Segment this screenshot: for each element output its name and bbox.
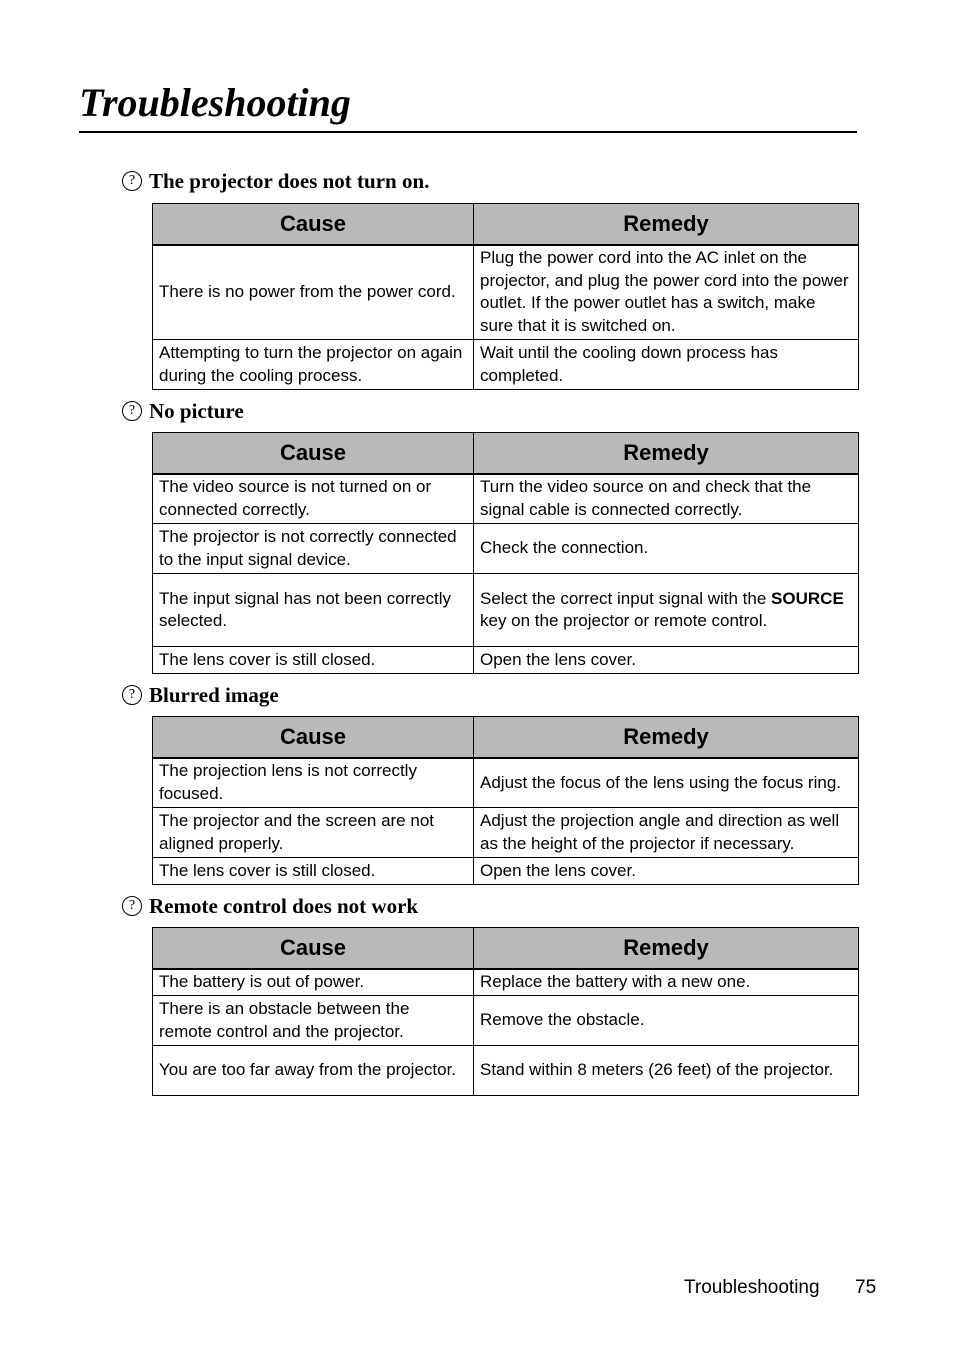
section-heading-no-picture — [122, 398, 244, 424]
title-rule — [79, 131, 857, 133]
cause-cell: The projector is not correctly connected to the input signal device. — [153, 524, 474, 574]
troubleshooting-table-remote-control — [152, 927, 859, 1096]
remedy-cell: Wait until the cooling down process has completed. — [474, 340, 859, 390]
table-header-row — [153, 717, 859, 758]
question-icon: ? — [122, 685, 142, 705]
remedy-header: Remedy — [474, 433, 859, 474]
remedy-cell — [474, 574, 859, 647]
footer-section-label: Troubleshooting — [684, 1277, 820, 1298]
cause-cell: There is an obstacle between the remote control and the projector. — [153, 996, 474, 1046]
table-row — [153, 647, 859, 674]
cause-header: Cause — [153, 204, 474, 245]
table-row — [153, 245, 859, 340]
remedy-text: Select the correct input signal with the — [480, 588, 772, 608]
table-row — [153, 574, 859, 647]
section-heading-text: The projector does not turn on. — [149, 169, 430, 193]
remedy-cell: Plug the power cord into the AC inlet on the projector, and plug the power cord into the power outlet. If the power outlet has a switch, make sure that it is switched on. — [474, 245, 859, 340]
cause-cell: The video source is not turned on or connected correctly. — [153, 474, 474, 524]
table-row — [153, 969, 859, 996]
section-heading-text: Remote control does not work — [149, 894, 419, 918]
section-heading-text: Blurred image — [149, 683, 279, 707]
remedy-cell: Turn the video source on and check that the signal cable is connected correctly. — [474, 474, 859, 524]
troubleshooting-table-no-picture — [152, 432, 859, 674]
remedy-cell: Adjust the projection angle and direction as well as the height of the projector if necessary. — [474, 808, 859, 858]
cause-cell: The lens cover is still closed. — [153, 647, 474, 674]
troubleshooting-table-blurred-image — [152, 716, 859, 885]
table-row — [153, 808, 859, 858]
section-heading-remote-control — [122, 893, 418, 919]
cause-cell: The projector and the screen are not aligned properly. — [153, 808, 474, 858]
remedy-cell: Remove the obstacle. — [474, 996, 859, 1046]
table-row — [153, 1046, 859, 1096]
cause-cell: The lens cover is still closed. — [153, 858, 474, 885]
section-heading-blurred-image — [122, 682, 279, 708]
table-row — [153, 758, 859, 808]
remedy-cell: Check the connection. — [474, 524, 859, 574]
remedy-cell: Stand within 8 meters (26 feet) of the projector. — [474, 1046, 859, 1096]
question-icon: ? — [122, 896, 142, 916]
table-row — [153, 524, 859, 574]
cause-header: Cause — [153, 433, 474, 474]
remedy-cell: Open the lens cover. — [474, 858, 859, 885]
table-row — [153, 340, 859, 390]
remedy-text: key on the projector or remote control. — [480, 611, 768, 630]
question-icon: ? — [122, 171, 142, 191]
cause-cell: The battery is out of power. — [153, 969, 474, 996]
remedy-header: Remedy — [474, 928, 859, 969]
cause-cell: The input signal has not been correctly selected. — [153, 574, 474, 647]
troubleshooting-table-no-power — [152, 203, 859, 390]
page-number: 75 — [855, 1277, 877, 1298]
table-header-row — [153, 433, 859, 474]
table-row — [153, 996, 859, 1046]
source-key-label: SOURCE — [771, 588, 844, 608]
remedy-cell: Adjust the focus of the lens using the focus ring. — [474, 758, 859, 808]
remedy-header: Remedy — [474, 717, 859, 758]
remedy-header: Remedy — [474, 204, 859, 245]
table-header-row — [153, 204, 859, 245]
page-title: Troubleshooting — [79, 80, 351, 125]
table-row — [153, 474, 859, 524]
cause-cell: The projection lens is not correctly focused. — [153, 758, 474, 808]
remedy-cell: Open the lens cover. — [474, 647, 859, 674]
table-row — [153, 858, 859, 885]
section-heading-text: No picture — [149, 399, 244, 423]
remedy-cell: Replace the battery with a new one. — [474, 969, 859, 996]
section-heading-no-power — [122, 168, 429, 194]
cause-header: Cause — [153, 717, 474, 758]
question-icon: ? — [122, 401, 142, 421]
table-header-row — [153, 928, 859, 969]
cause-cell: Attempting to turn the projector on again during the cooling process. — [153, 340, 474, 390]
cause-header: Cause — [153, 928, 474, 969]
cause-cell: You are too far away from the projector. — [153, 1046, 474, 1096]
cause-cell: There is no power from the power cord. — [153, 245, 474, 340]
